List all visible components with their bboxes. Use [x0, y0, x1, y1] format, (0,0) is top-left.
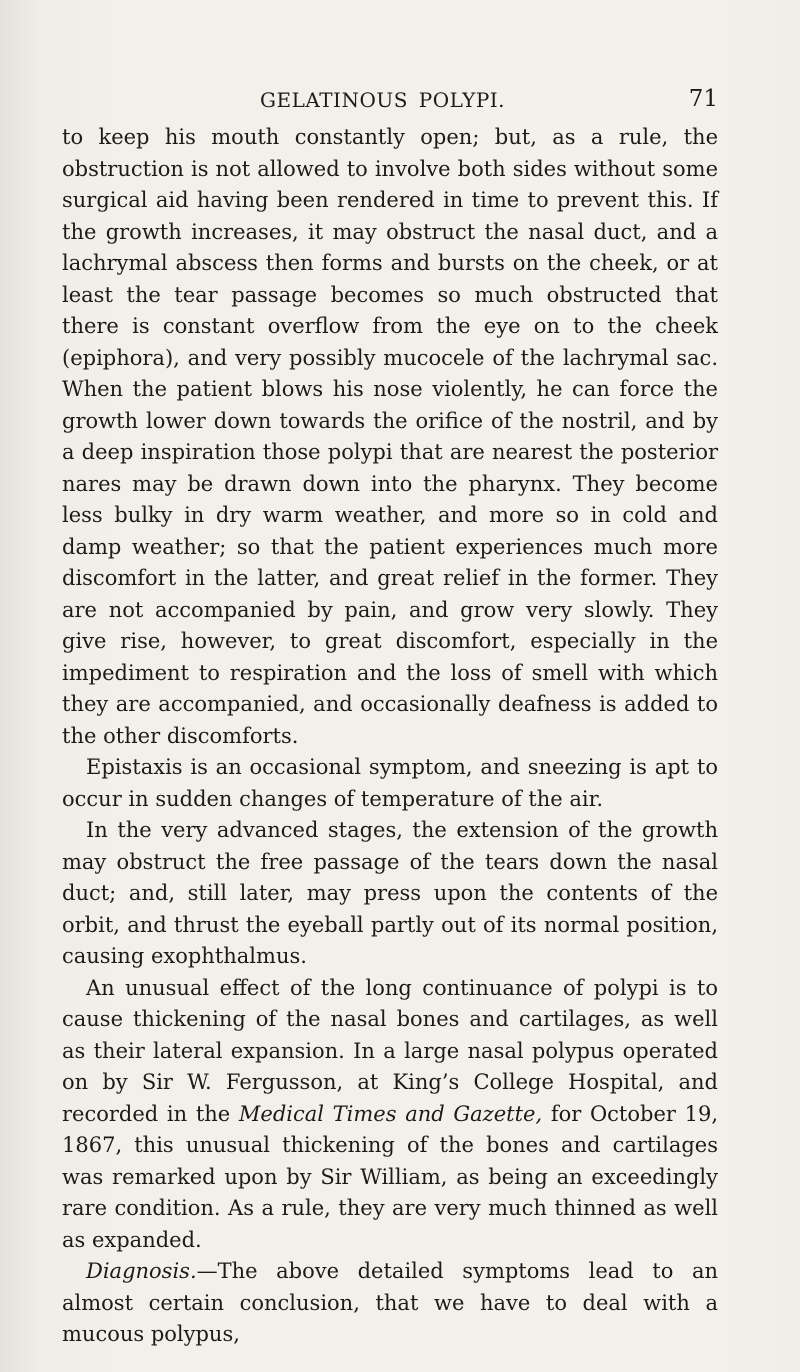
- diagnosis-heading: Diagnosis.: [86, 1259, 197, 1283]
- paragraph-diagnosis: [62, 1256, 718, 1351]
- page-number: 71: [688, 86, 718, 112]
- paragraph-advanced-stages: In the very advanced stages, the extension of the growth may obstruct the free passage of the tears down the nasal duct; and, still later, may press upon the contents of the orbit, and thrust the eyeball partly out of its normal position, causing exophthalmus.: [62, 818, 718, 968]
- diagnosis-text: —The above detailed symptoms lead to an almost certain conclusion, that we have to deal with a mucous polypus,: [62, 1259, 718, 1346]
- paragraph-epistaxis: Epistaxis is an occasional symptom, and sneezing is apt to occur in sudden changes of temperature of the air.: [62, 755, 718, 811]
- paragraph-unusual-effect-text: An unusual effect of the long continuance of polypi is to cause thickening of the nasal bones and cartilages, as well as their lateral expansion. In a large nasal polypus operated on by Sir W. Fergusson, at King’s College Hospital, and recorded in the: [62, 975, 718, 1126]
- paragraph-unusual-effect: [62, 973, 718, 1257]
- journal-title: Medical Times and Gazette,: [238, 1101, 543, 1126]
- running-head: [62, 88, 718, 112]
- body-text: [62, 122, 718, 1351]
- paragraph-unusual-effect-text-end: for October 19, 1867, this unusual thickening of the bones and cartilages was remarked upon by Sir William, as being an exceedingly rare condition. As a rule, they are very much thinned as well as expanded.: [62, 1101, 718, 1252]
- paragraph-continuation: to keep his mouth constantly open; but, as a rule, the obstruction is not allowed to involve both sides without some surgical aid having been rendered in time to prevent this. If the growth increases, it may obstruct the nasal duct, and a lachrymal abscess then forms and bursts on the cheek, or at least the tear passage becomes so much obstructed that there is constant overflow from the eye on to the cheek (epiphora), and very possibly mucocele of the lachrymal sac. When the patient blows his nose violently, he can force the growth lower down towards the orifice of the nostril, and by a deep inspiration those polypi that are nearest the posterior nares may be drawn down into the pharynx. They become less bulky in dry warm weather, and more so in cold and damp weather; so that the patient experiences much more discomfort in the latter, and great relief in the former. They are not accompanied by pain, and grow very slowly. They give rise, however, to great discomfort, especially in the impediment to respiration and the loss of smell with which they are accompanied, and occasionally deafness is added to the other discomforts.: [62, 125, 718, 748]
- running-title: GELATINOUS POLYPI.: [260, 88, 506, 112]
